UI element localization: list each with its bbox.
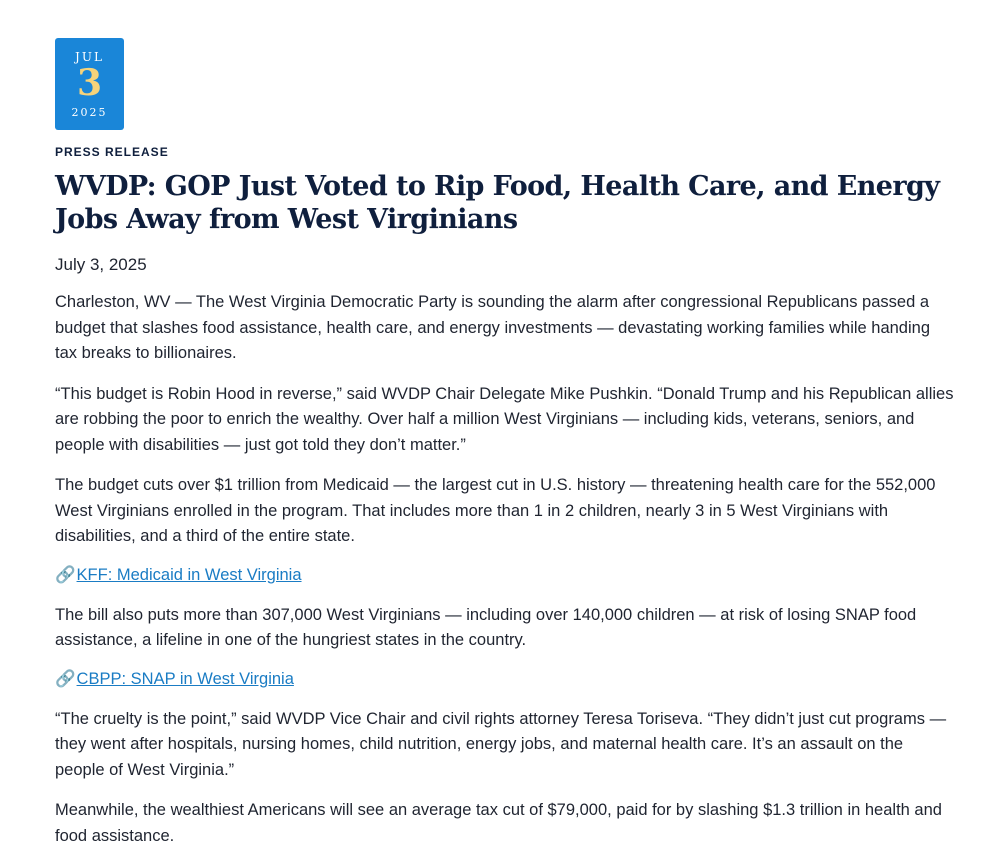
- press-release-article: [55, 38, 955, 849]
- date-badge-day: 3: [76, 62, 103, 104]
- date-badge: [55, 38, 124, 130]
- link-row-kff: [55, 563, 955, 588]
- paragraph-snap-cuts: The bill also puts more than 307,000 West Virginians — including over 140,000 children — at risk of losing SNAP food assistance, a lifeline in one of the hungriest states in the country.: [55, 605, 917, 649]
- paragraph-toriseva-quote: “The cruelty is the point,” said WVDP Vice Chair and civil rights attorney Teresa Toriseva. “They didn’t just cut programs — they went after hospitals, nursing homes, child nutrition, energy jobs, and maternal health care. It’s an assault on the people of West Virginia.”: [55, 709, 947, 779]
- kff-medicaid-link-label: KFF: Medicaid in West Virginia: [76, 565, 302, 584]
- publish-date: July 3, 2025: [55, 255, 147, 274]
- paragraph-intro: Charleston, WV — The West Virginia Democratic Party is sounding the alarm after congressional Republicans passed a budget that slashes food assistance, health care, and energy investments — devastating working families while handing tax breaks to billionaires.: [55, 293, 931, 362]
- paragraph-pushkin-quote: “This budget is Robin Hood in reverse,” said WVDP Chair Delegate Mike Pushkin. “Donald Trump and his Republican allies are robbing the poor to enrich the wealthy. Over half a million West Virginians — including kids, veterans, seniors, and people with disabilities — just got told they don’t matter.”: [55, 384, 954, 454]
- article-headline: WVDP: GOP Just Voted to Rip Food, Health Care, and Energy Jobs Away from West Virginians: [55, 171, 940, 235]
- link-icon: 🔗: [55, 669, 76, 688]
- kff-medicaid-link[interactable]: [55, 566, 302, 584]
- date-badge-month: JUL: [75, 50, 104, 64]
- paragraph-medicaid-cuts: The budget cuts over $1 trillion from Medicaid — the largest cut in U.S. history — threatening health care for the 552,000 West Virginians enrolled in the program. That includes more than 1 in 2 children, nearly 3 in 5 West Virginians with disabilities, and a third of the entire state.: [55, 476, 936, 545]
- cbpp-snap-link[interactable]: [55, 670, 294, 688]
- link-row-cbpp: [55, 667, 955, 692]
- date-badge-year: 2025: [71, 106, 108, 119]
- link-icon: 🔗: [55, 565, 76, 584]
- cbpp-snap-link-label: CBPP: SNAP in West Virginia: [76, 669, 294, 688]
- category-kicker: PRESS RELEASE: [55, 145, 169, 159]
- paragraph-tax-cut: Meanwhile, the wealthiest Americans will see an average tax cut of $79,000, paid for by slashing $1.3 trillion in health and food assistance.: [55, 801, 942, 845]
